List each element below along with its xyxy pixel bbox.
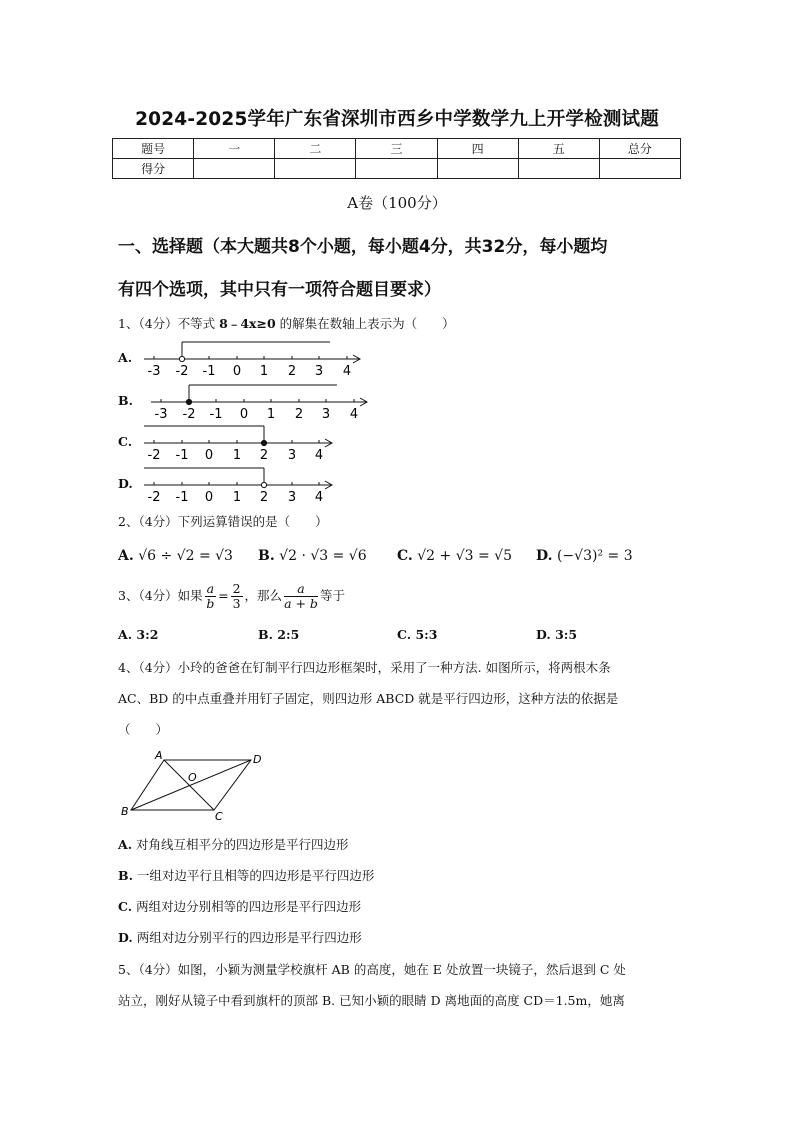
label-c: C bbox=[215, 810, 223, 823]
score-cell: 总分 bbox=[599, 139, 680, 159]
q2-option-d[interactable] bbox=[536, 548, 633, 564]
tick-label: 0 bbox=[204, 490, 214, 505]
section-heading-line1: 一、选择题（本大题共8个小题，每小题4分，共32分，每小题均 bbox=[118, 237, 608, 257]
option-value: 2:5 bbox=[277, 627, 300, 642]
score-cell: 二 bbox=[275, 139, 356, 159]
question-3-prefix: 3、（4分）如果 bbox=[118, 588, 203, 603]
q1-option-a-number-line bbox=[142, 340, 372, 380]
tick-label: -2 bbox=[147, 490, 161, 505]
question-1 bbox=[118, 314, 455, 332]
q1-option-c-label[interactable]: C. bbox=[118, 434, 133, 449]
q3-option-a[interactable] bbox=[118, 627, 158, 642]
diagonal-ac bbox=[164, 760, 214, 810]
score-input-cell[interactable] bbox=[194, 159, 275, 179]
tick-label: 2 bbox=[259, 448, 269, 463]
tick-label: 4 bbox=[314, 490, 324, 505]
q2-option-c[interactable] bbox=[397, 548, 512, 564]
question-5-line2: 站立，刚好从镜子中看到旗杆的顶部 B. 已知小颖的眼睛 D 离地面的高度 CD＝1.5m，她离 bbox=[118, 993, 625, 1008]
score-table-header-row bbox=[113, 139, 681, 159]
option-value: 3:2 bbox=[136, 627, 159, 642]
q1-option-c-number-line bbox=[142, 424, 342, 464]
option-value: 5:3 bbox=[415, 627, 438, 642]
question-1-suffix: 的解集在数轴上表示为（ ） bbox=[275, 316, 455, 331]
option-text: 对角线互相平分的四边形是平行四边形 bbox=[136, 837, 349, 852]
q2-option-a[interactable] bbox=[118, 548, 233, 564]
score-input-cell[interactable] bbox=[275, 159, 356, 179]
q2-option-c-label: C. bbox=[397, 548, 413, 564]
tick-label: -2 bbox=[147, 448, 161, 463]
score-input-cell[interactable] bbox=[518, 159, 599, 179]
question-1-prefix: 1、（4分）不等式 bbox=[118, 316, 220, 331]
option-label: D. bbox=[118, 930, 133, 945]
score-cell: 题号 bbox=[113, 139, 194, 159]
score-table bbox=[112, 138, 681, 179]
tick-label: 1 bbox=[232, 448, 242, 463]
q1-c-filled-point bbox=[261, 440, 266, 445]
tick-label: 0 bbox=[204, 448, 214, 463]
tick-label: 1 bbox=[232, 490, 242, 505]
tick-label: -1 bbox=[175, 448, 189, 463]
q2-option-b-expr: √2 · √3 = √6 bbox=[279, 548, 367, 564]
q4-parallelogram-figure bbox=[118, 748, 278, 823]
tick-label: -1 bbox=[209, 407, 223, 422]
option-label: A. bbox=[118, 627, 133, 642]
q3-fraction-a-over-a-plus-b bbox=[284, 582, 318, 611]
question-1-expr: 8﹣4x≥0 bbox=[219, 316, 276, 331]
q1-a-open-point bbox=[179, 356, 184, 361]
q1-option-a-label[interactable]: A. bbox=[118, 350, 133, 365]
q3-fraction-2-3 bbox=[231, 582, 243, 611]
tick-label: 1 bbox=[266, 407, 276, 422]
tick-label: 2 bbox=[287, 364, 297, 379]
q2-option-d-expr: (−√3)² = 3 bbox=[556, 548, 633, 564]
q2-option-a-expr: √6 ÷ √2 = √3 bbox=[138, 548, 233, 564]
q1-option-b-label[interactable]: B. bbox=[118, 393, 133, 408]
question-3 bbox=[118, 582, 345, 611]
option-text: 两组对边分别相等的四边形是平行四边形 bbox=[136, 899, 362, 914]
question-5-line1: 5、（4分）如图，小颖为测量学校旗杆 AB 的高度，她在 E 处放置一块镜子，然后退到 C 处 bbox=[118, 962, 626, 977]
option-text: 两组对边分别平行的四边形是平行四边形 bbox=[136, 930, 362, 945]
score-cell: 三 bbox=[356, 139, 437, 159]
q2-option-d-label: D. bbox=[536, 548, 553, 564]
option-label: C. bbox=[118, 899, 133, 914]
q3-option-d[interactable] bbox=[536, 627, 577, 642]
question-3-suffix: 等于 bbox=[319, 588, 345, 603]
page-title: 2024-2025学年广东省深圳市西乡中学数学九上开学检测试题 bbox=[135, 109, 659, 130]
question-4-line2: AC、BD 的中点重叠并用钉子固定，则四边形 ABCD 就是平行四边形，这种方法的依据是 bbox=[118, 691, 619, 706]
q2-option-b[interactable] bbox=[258, 548, 367, 564]
tick-label: 2 bbox=[294, 407, 304, 422]
tick-label: -2 bbox=[175, 364, 189, 379]
tick-label: 0 bbox=[239, 407, 249, 422]
label-a: A bbox=[155, 749, 163, 762]
denominator: 3 bbox=[232, 596, 241, 611]
denominator: a + b bbox=[284, 596, 318, 611]
tick-label: -1 bbox=[202, 364, 216, 379]
score-cell: 五 bbox=[518, 139, 599, 159]
tick-label: 4 bbox=[349, 407, 359, 422]
option-label: B. bbox=[258, 627, 273, 642]
tick-label: -1 bbox=[175, 490, 189, 505]
question-3-middle: ，那么 bbox=[244, 588, 283, 603]
tick-label: 3 bbox=[314, 364, 324, 379]
q1-d-open-point bbox=[261, 482, 266, 487]
tick-label: -2 bbox=[182, 407, 196, 422]
option-label: B. bbox=[118, 868, 133, 883]
score-input-cell[interactable] bbox=[437, 159, 518, 179]
label-b: B bbox=[121, 805, 129, 818]
section-heading-line2: 有四个选项，其中只有一项符合题目要求） bbox=[118, 280, 441, 300]
score-cell: 四 bbox=[437, 139, 518, 159]
numerator: a bbox=[206, 581, 215, 596]
q2-option-b-label: B. bbox=[258, 548, 275, 564]
option-label: C. bbox=[397, 627, 412, 642]
q4-option-a[interactable] bbox=[118, 835, 349, 853]
volume-heading: A卷（100分） bbox=[347, 194, 447, 212]
q1-option-b-number-line bbox=[149, 383, 379, 423]
score-cell: 一 bbox=[194, 139, 275, 159]
q4-option-d[interactable] bbox=[118, 928, 362, 946]
tick-label: 0 bbox=[232, 364, 242, 379]
q4-option-c[interactable] bbox=[118, 897, 361, 915]
q2-option-c-expr: √2 + √3 = √5 bbox=[417, 548, 512, 564]
q3-equals: = bbox=[218, 588, 229, 603]
label-d: D bbox=[253, 753, 262, 766]
option-label: A. bbox=[118, 837, 133, 852]
option-label: D. bbox=[536, 627, 551, 642]
tick-label: 3 bbox=[287, 448, 297, 463]
denominator: b bbox=[206, 596, 215, 611]
q1-option-d-label[interactable]: D. bbox=[118, 476, 133, 491]
tick-label: 4 bbox=[314, 448, 324, 463]
tick-label: -3 bbox=[147, 364, 161, 379]
score-table-score-row bbox=[113, 159, 681, 179]
q3-option-b[interactable] bbox=[258, 627, 299, 642]
tick-label: 3 bbox=[321, 407, 331, 422]
q1-option-d-number-line bbox=[142, 466, 342, 506]
q2-option-a-label: A. bbox=[118, 548, 134, 564]
q3-option-c[interactable] bbox=[397, 627, 437, 642]
label-o: O bbox=[188, 771, 197, 784]
tick-label: 3 bbox=[287, 490, 297, 505]
question-4-line3: （ ） bbox=[118, 722, 169, 737]
q1-b-filled-point bbox=[186, 399, 191, 404]
score-input-cell[interactable] bbox=[599, 159, 680, 179]
tick-label: 1 bbox=[259, 364, 269, 379]
question-2: 2、（4分）下列运算错误的是（ ） bbox=[118, 514, 328, 529]
q4-option-b[interactable] bbox=[118, 866, 374, 884]
numerator: 2 bbox=[232, 581, 241, 596]
tick-label: 2 bbox=[259, 490, 269, 505]
option-value: 3:5 bbox=[555, 627, 578, 642]
q3-fraction-a-b bbox=[205, 582, 216, 611]
numerator: a bbox=[284, 582, 318, 597]
question-4-line1: 4、（4分）小玲的爸爸在钉制平行四边形框架时，采用了一种方法. 如图所示，将两根木条 bbox=[118, 660, 611, 675]
option-text: 一组对边平行且相等的四边形是平行四边形 bbox=[136, 868, 375, 883]
tick-label: -3 bbox=[154, 407, 168, 422]
score-input-cell[interactable] bbox=[356, 159, 437, 179]
score-cell: 得分 bbox=[113, 159, 194, 179]
tick-label: 4 bbox=[342, 364, 352, 379]
